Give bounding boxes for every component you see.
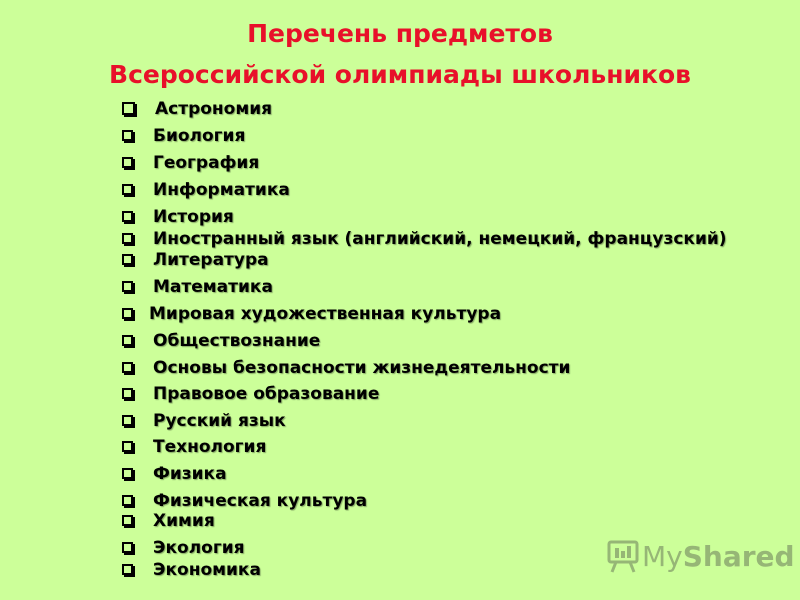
page-title: Перечень предметов: [247, 19, 553, 48]
list-item: [122, 98, 272, 120]
watermark-text-bold: Shared: [682, 539, 795, 573]
list-item: [122, 330, 320, 352]
checkbox-square-icon: [122, 211, 133, 222]
subject-label: Обществознание: [153, 331, 321, 351]
list-item: [122, 125, 245, 147]
subject-label: Иностранный язык (английский, немецкий, французский): [153, 229, 727, 249]
subject-label: Информатика: [153, 180, 290, 200]
list-item: [122, 303, 501, 325]
list-item: [122, 357, 570, 379]
checkbox-square-icon: [122, 233, 133, 244]
subject-label: Экология: [153, 538, 245, 558]
subject-label: Астрономия: [155, 99, 273, 119]
list-item: [122, 152, 259, 174]
list-item: [122, 410, 286, 432]
checkbox-square-icon: [122, 564, 133, 575]
subject-label: Химия: [153, 511, 215, 531]
list-item: [122, 249, 269, 271]
subject-label: Основы безопасности жизнедеятельности: [153, 358, 571, 378]
page-subtitle: Всероссийской олимпиады школьников: [109, 60, 691, 89]
list-item: [122, 490, 367, 512]
list-item: [122, 206, 234, 228]
checkbox-square-icon: [122, 388, 133, 399]
checkbox-square-icon: [122, 515, 133, 526]
subject-label: Технология: [153, 437, 267, 457]
list-item: [122, 276, 273, 298]
list-item: [122, 383, 379, 405]
subject-label: Экономика: [153, 560, 261, 580]
checkbox-square-icon: [122, 102, 135, 115]
subject-label: Биология: [153, 126, 246, 146]
checkbox-square-icon: [122, 441, 133, 452]
list-item: [122, 537, 245, 559]
list-item: [122, 436, 266, 458]
checkbox-square-icon: [122, 130, 133, 141]
list-item: [122, 179, 290, 201]
subject-label: Математика: [153, 277, 273, 297]
checkbox-square-icon: [122, 184, 133, 195]
checkbox-square-icon: [122, 254, 133, 265]
subject-label: Правовое образование: [153, 384, 380, 404]
projector-icon: [606, 538, 642, 574]
subject-label: Литература: [153, 250, 269, 270]
list-item: [122, 559, 261, 581]
watermark-text-light: My: [642, 539, 683, 573]
checkbox-square-icon: [122, 281, 133, 292]
checkbox-square-icon: [122, 468, 133, 479]
list-item: [122, 463, 227, 485]
subject-label: Мировая художественная культура: [149, 304, 502, 324]
subject-label: Физика: [153, 464, 227, 484]
list-item: [122, 228, 727, 250]
subject-label: Физическая культура: [153, 491, 368, 511]
checkbox-square-icon: [122, 495, 133, 506]
subject-label: Русский язык: [153, 411, 286, 431]
myshared-watermark: [606, 536, 795, 576]
checkbox-square-icon: [122, 542, 133, 553]
subject-label: География: [153, 153, 260, 173]
subject-label: История: [153, 207, 234, 227]
checkbox-square-icon: [122, 308, 133, 319]
checkbox-square-icon: [122, 415, 133, 426]
checkbox-square-icon: [122, 157, 133, 168]
list-item: [122, 510, 215, 532]
checkbox-square-icon: [122, 362, 133, 373]
checkbox-square-icon: [122, 335, 133, 346]
